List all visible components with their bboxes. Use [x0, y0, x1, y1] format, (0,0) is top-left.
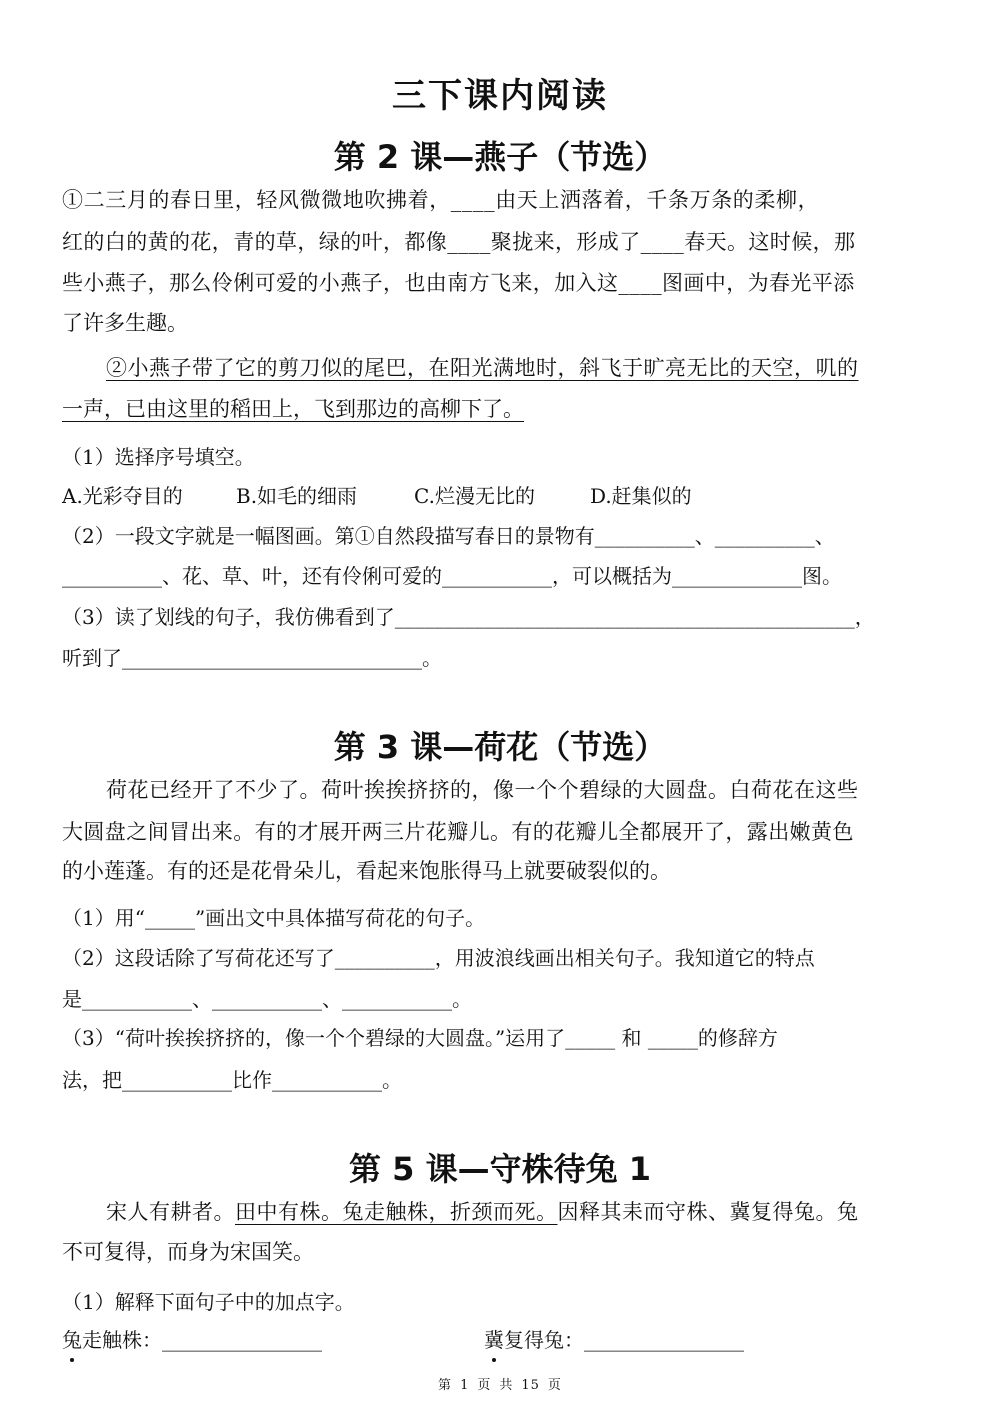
text-segment: 因释其耒而守株、冀复得兔。兔: [557, 1200, 859, 1224]
answer-blank: 走触株：________________: [82, 1328, 322, 1352]
answer-blank: 复得兔：________________: [504, 1328, 744, 1352]
lesson-2-paragraph-1-line: ①二三月的春日里，轻风微微地吹拂着，____由天上洒落着，千条万条的柔柳，: [62, 188, 820, 212]
lesson-2-title: 第 2 课—燕子（节选）: [333, 138, 667, 176]
option-d: D.赶集似的: [590, 484, 692, 508]
lesson-2-paragraph-2-line: [106, 354, 986, 382]
footer-text: 页: [547, 1378, 562, 1393]
lesson-2-question-3-line: 听到了______________________________。: [62, 646, 442, 670]
emphasis-dot-char: 冀: [484, 1328, 504, 1352]
lesson-5-title: 第 5 课—守株待兔 1: [349, 1150, 651, 1188]
option-b: B.如毛的细雨: [236, 484, 358, 508]
lesson-2-question-1: （1）选择序号填空。: [62, 445, 255, 469]
lesson-2-question-2-line: __________、花、草、叶，还有伶俐可爱的___________，可以概括为_____________图。: [62, 564, 842, 588]
emphasis-dot-char: 兔: [62, 1328, 82, 1352]
answer-item-1: [62, 1326, 484, 1354]
underlined-sentence: 一声，已由这里的稻田上，飞到那边的高柳下了。: [62, 397, 524, 421]
page-number: 1: [460, 1378, 470, 1393]
lesson-5-paragraph-line: [106, 1198, 986, 1226]
page-footer: [0, 1374, 1000, 1393]
answer-item-2: [484, 1328, 744, 1352]
lesson-3-question-1: （1）用“_____”画出文中具体描写荷花的句子。: [62, 906, 486, 930]
footer-text: 第: [438, 1378, 453, 1393]
lesson-3-question-2-line: 是___________、___________、___________。: [62, 987, 472, 1011]
lesson-3-paragraph-line: 大圆盘之间冒出来。有的才展开两三片花瓣儿。有的花瓣儿全都展开了，露出嫩黄色: [62, 820, 854, 844]
underlined-sentence: 小燕子带了它的剪刀似的尾巴，在阳光满地时，斜飞于旷亮无比的天空，叽的: [127, 356, 859, 380]
lesson-5-question-1: （1）解释下面句子中的加点字。: [62, 1290, 355, 1314]
lesson-2-paragraph-1-line: 红的白的黄的花，青的草，绿的叶，都像____聚拢来，形成了____春天。这时候，那: [62, 230, 856, 254]
lesson-2-options: [62, 482, 942, 510]
lesson-3-question-3-line: （3）“荷叶挨挨挤挤的，像一个个碧绿的大圆盘。”运用了_____ 和 _____的修辞方: [62, 1026, 778, 1050]
lesson-3-question-2-line: （2）这段话除了写荷花还写了__________，用波浪线画出相关句子。我知道它的特点: [62, 946, 815, 970]
option-c: C.烂漫无比的: [414, 484, 535, 508]
document-title: 三下课内阅读: [392, 76, 608, 116]
footer-text: 页: [477, 1378, 492, 1393]
lesson-2-question-3-line: （3）读了划线的句子，我仿佛看到了______________________________________________，: [62, 605, 875, 629]
option-a: A.光彩夺目的: [62, 484, 183, 508]
lesson-2-paragraph-1-line: 了许多生趣。: [62, 311, 188, 335]
lesson-5-paragraph-line: 不可复得，而身为宋国笑。: [62, 1240, 314, 1264]
footer-text: 共: [499, 1378, 514, 1393]
underlined-sentence: 田中有株。兔走触株，折颈而死。: [235, 1200, 558, 1224]
lesson-2-question-2-line: （2）一段文字就是一幅图画。第①自然段描写春日的景物有__________、__________、: [62, 524, 835, 548]
text-segment: 宋人有耕者。: [106, 1200, 235, 1224]
lesson-3-paragraph-line: 的小莲蓬。有的还是花骨朵儿，看起来饱胀得马上就要破裂似的。: [62, 859, 671, 883]
total-pages: 15: [521, 1378, 540, 1393]
lesson-3-question-3-line: 法，把___________比作___________。: [62, 1068, 402, 1092]
lesson-5-answer-row: [62, 1326, 942, 1354]
lesson-3-paragraph-line: 荷花已经开了不少了。荷叶挨挨挤挤的，像一个个碧绿的大圆盘。白荷花在这些: [106, 778, 859, 802]
paragraph-2-marker: ②: [106, 356, 128, 380]
lesson-2-paragraph-2-line: [62, 395, 942, 423]
lesson-2-paragraph-1-line: 些小燕子，那么伶俐可爱的小燕子，也由南方飞来，加入这____图画中，为春光平添: [62, 271, 855, 295]
lesson-3-title: 第 3 课—荷花（节选）: [333, 728, 667, 766]
